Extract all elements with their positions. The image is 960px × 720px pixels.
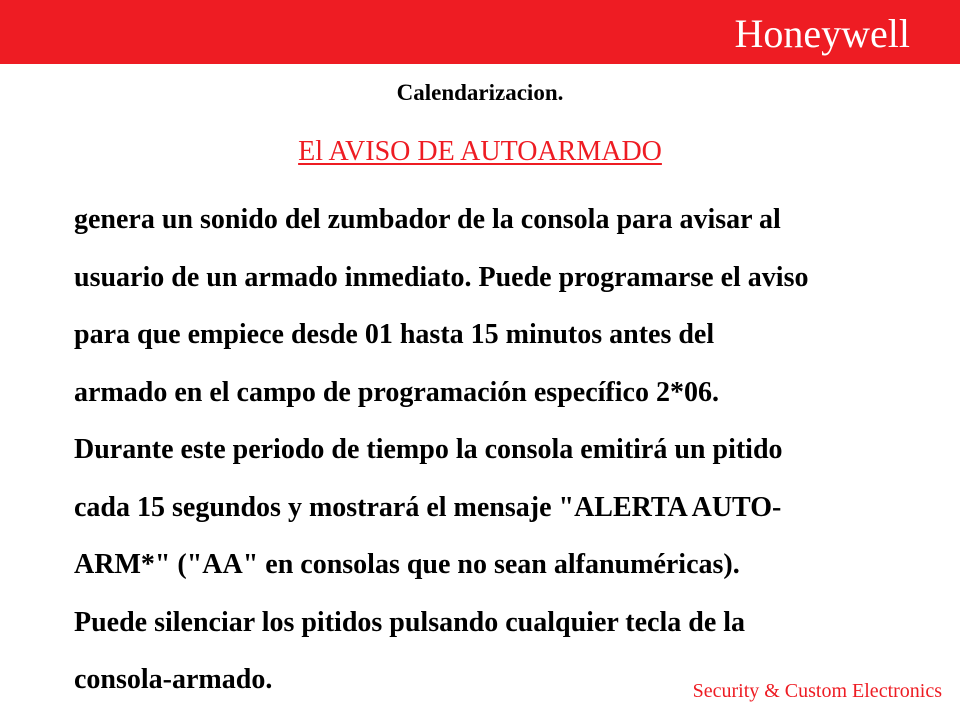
body-line: Puede silenciar los pitidos pulsando cualquier tecla de la <box>74 606 746 638</box>
body-line: genera un sonido del zumbador de la consola para avisar al <box>74 204 781 235</box>
header-bar <box>0 0 960 64</box>
slide-heading: El AVISO DE AUTOARMADO <box>298 136 662 167</box>
honeywell-logo: Honeywell <box>734 11 910 56</box>
body-line: usuario de un armado inmediato. Puede programarse el aviso <box>74 261 809 293</box>
body-line: consola-armado. <box>74 664 273 695</box>
slide-body <box>74 191 934 709</box>
slide-subtitle: Calendarizacion. <box>396 80 564 105</box>
body-line: ARM*" ("AA" en consolas que no sean alfanuméricas). <box>74 549 740 580</box>
body-line: cada 15 segundos y mostrará el mensaje "ALERTA AUTO- <box>74 491 782 523</box>
body-line: armado en el campo de programación específico 2*06. <box>74 376 719 408</box>
body-line: para que empiece desde 01 hasta 15 minutos antes del <box>74 319 715 350</box>
body-line: Durante este periodo de tiempo la consola emitirá un pitido <box>74 434 783 465</box>
footer-tagline: Security & Custom Electronics <box>692 680 942 702</box>
